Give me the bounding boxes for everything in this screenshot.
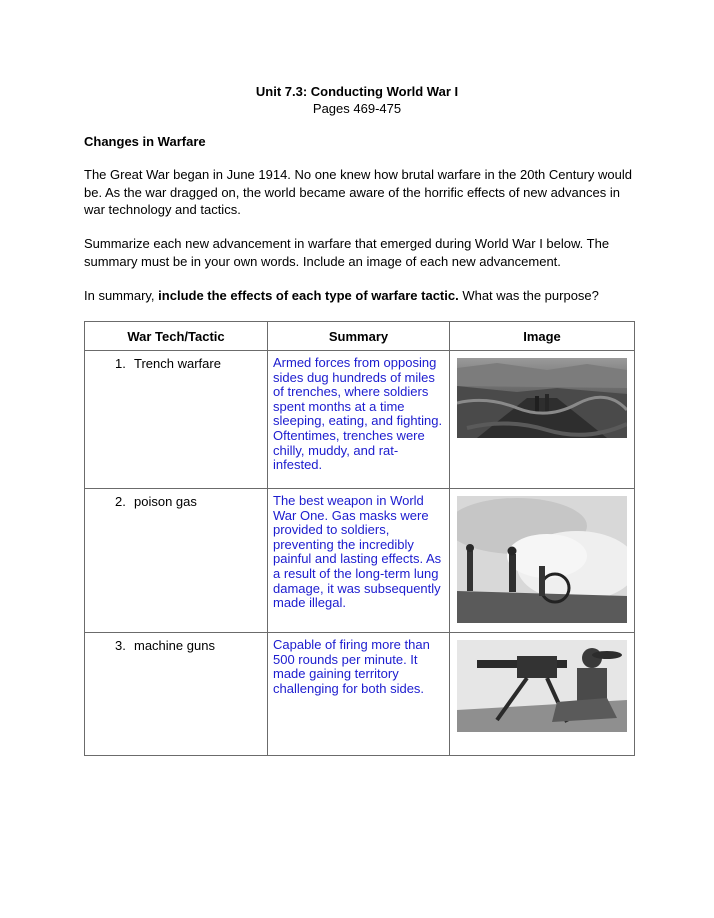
section-heading: Changes in Warfare [84, 134, 206, 149]
summary-cell: Capable of firing more than 500 rounds per minute. It made gaining territory challenging for both sides. [268, 633, 450, 756]
instructions-paragraph: Summarize each new advancement in warfare that emerged during World War I below. The summary must be in your own words. Include an image of each new advancement. [84, 236, 610, 269]
image-cell [450, 351, 635, 489]
prompt-bold: include the effects of each type of warfare tactic. [158, 288, 459, 303]
table-header-row [85, 322, 635, 351]
image-cell [450, 489, 635, 633]
tech-cell [85, 633, 268, 756]
summary-cell: Armed forces from opposing sides dug hundreds of miles of trenches, where soldiers spent months at a time sleeping, eating, and fighting. Oftentimes, trenches were chilly, muddy, and rat-infested. [268, 351, 450, 489]
warfare-table [84, 321, 635, 756]
row-number: 3. [115, 638, 126, 653]
summary-cell: The best weapon in World War One. Gas masks were provided to soldiers, preventing the incredibly painful and lasting effects. As a result of the long-term lung damage, it was subsequently made illegal. [268, 489, 450, 633]
prompt-suffix: What was the purpose? [458, 288, 599, 303]
tech-name: machine guns [134, 638, 215, 653]
page-range: Pages 469-475 [312, 101, 402, 116]
tech-cell [85, 489, 268, 633]
machine-gun-photo [457, 640, 627, 732]
tech-cell [85, 351, 268, 489]
summary-prompt [84, 287, 634, 305]
intro-paragraph: The Great War began in June 1914. No one knew how brutal warfare in the 20th Century would be. As the war dragged on, the world became aware of the horrific effects of new advances in war technology and tactics. [84, 167, 632, 217]
trench-photo [457, 358, 627, 438]
tech-name: Trench warfare [134, 356, 221, 371]
poison-gas-photo [457, 496, 627, 623]
image-cell [450, 633, 635, 756]
tech-name: poison gas [134, 494, 197, 509]
row-number: 1. [115, 356, 126, 371]
table-row [85, 351, 635, 489]
table-row [85, 633, 635, 756]
column-header-summary: Summary [268, 322, 450, 351]
column-header-tech: War Tech/Tactic [85, 322, 268, 351]
column-header-image: Image [450, 322, 635, 351]
table-row [85, 489, 635, 633]
prompt-prefix: In summary, [84, 288, 159, 303]
row-number: 2. [115, 494, 126, 509]
title-block [0, 83, 714, 117]
page-title: Unit 7.3: Conducting World War I [255, 84, 459, 99]
